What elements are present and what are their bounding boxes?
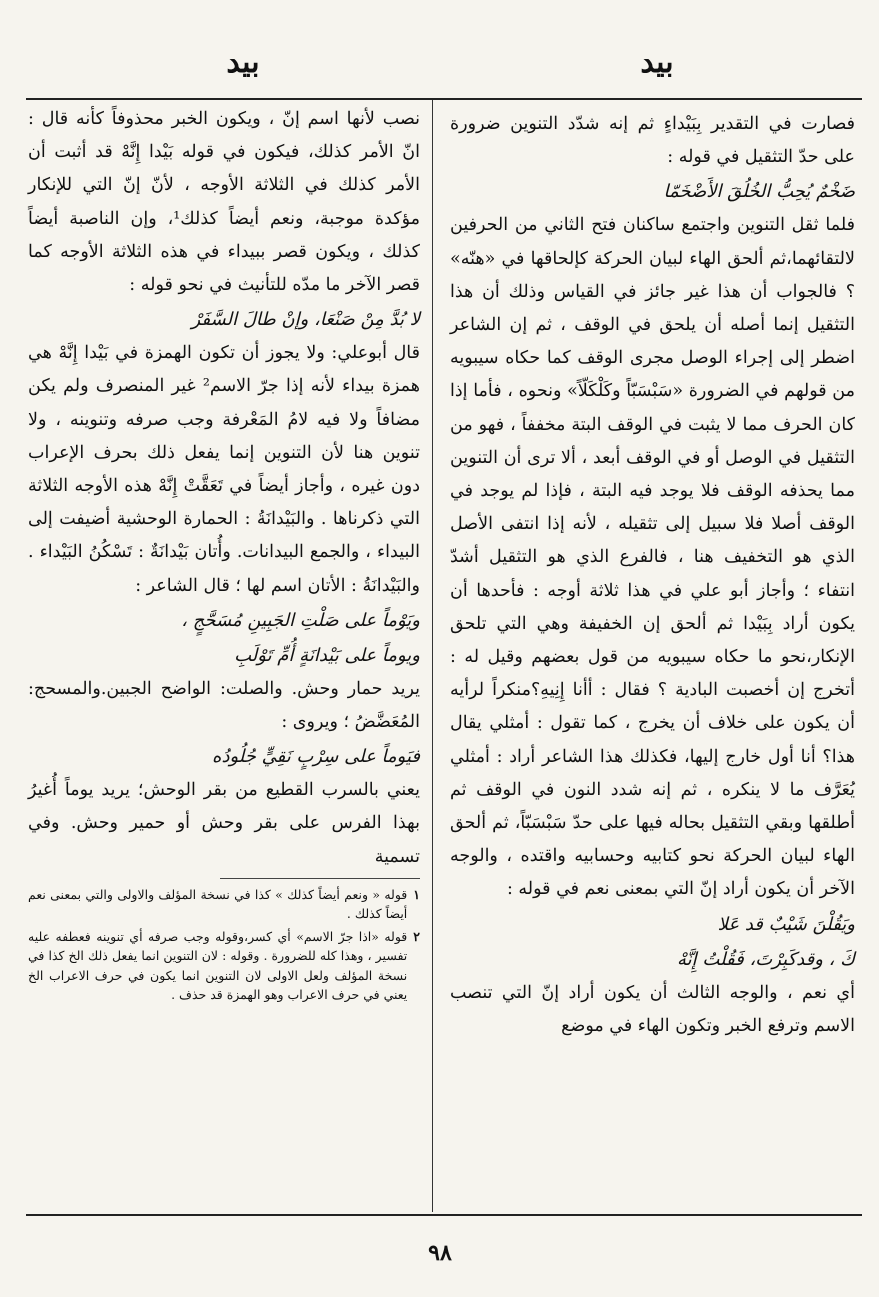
right-column: [450, 108, 855, 1043]
left-verse-3: فيَوماً على سِرْبٍ نَقِيٍّ جُلُودُه: [212, 746, 420, 768]
left-paragraph-3: يريد حمار وحش. والصلت: الواضح الجبين.والمسحج: المُعَضَّضُ ؛ ويروى :: [28, 678, 420, 733]
footnote-number: ١: [413, 886, 420, 902]
left-paragraph-2: قال أبوعلي: ولا يجوز أن تكون الهمزة في بَيْدا إِنَّهْ هي همزة بيداء لأنه إذا جرّ الاسم² غير المنصرف ولم يكن مضافاً ولا فيه لامُ المَعْرفة وجب صرفه وتنوينه ، ولا تنوين هنا لأن التنوين إنما يفعل ذلك بحرف الإعراب دون غيره ، وأجاز أيضاً في تَعَقَّتْ إِنَّهْ هذه الأوجه الثلاثة التي ذكرناها . والبَيْدانَةُ : الحمارة الوحشية أضيفت إلى البيداء ، والجمع البيدانات. وأُتان بَيْدانَةٌ : تَسْكُنُ البَيْداء . والبَيْدانَةُ : الأتان اسم لها ؛ قال الشاعر :: [28, 343, 420, 596]
page-number: ٩٨: [428, 1240, 452, 1266]
footnote-2: [28, 927, 420, 1005]
right-verse-1: ضَخْمٌ يُحِبُّ الخُلُقَ الأَضْخَمّا: [663, 181, 855, 203]
left-verse-2: [28, 603, 420, 673]
left-verse-2-line-2: ويوماً على بَيْدانَةٍ أُمِّ تَوْلَبِ: [234, 644, 420, 666]
header-rule: [26, 98, 862, 100]
footnote-1: [28, 885, 420, 924]
running-headword-left: بيد: [226, 45, 260, 80]
footnote-text: قوله «اذا جرّ الاسم» أي كسر،وقوله وجب صرفه أي تنوينه فعطفه عليه تفسير ، وهذا كله للضرورة . وقوله : لان التنوين انما يفعل ذلك الخ كذا في نسخة المؤلف ولعل الاولى لان التنوين انما يكون في حرف الاعراب الخ يعني في حرف الاعراب وهو الهمزة قد حذف .: [28, 928, 408, 1003]
right-verse-2: [450, 907, 855, 977]
right-paragraph-3: أي نعم ، والوجه الثالث أن يكون أراد إنّ التي تنصب الاسم وترفع الخبر وتكون الهاء في موضع: [450, 982, 855, 1036]
left-verse-1: لا بُدَّ مِنْ صَنْعَا، وإنْ طالَ السَّفَرْ: [191, 309, 420, 331]
right-paragraph-2: فلما ثقل التنوين واجتمع ساكنان فتح الثاني من الحرفين لالتقائهما،ثم ألحق الهاء لبيان الحركة كإلحاقها في «هنّه» ؟ فالجواب أن هذا غير جائز في القياس وذلك أن هذا التثقيل إنما أصله أن يلحق في الوقف ، ثم إن الشاعر اضطر إلى إجراء الوصل مجرى الوقف كما حكاه سيبويه من قولهم في الضرورة «سَبْسَبّاً وكَلْكَلّاً» ونحوه ، فأما إذا كان الحرف مما لا يثبت في الوقف البتة مخففاً ، فهو من التثقيل في الوصل أو في الوقف أبعد ، ألا ترى أن التنوين مما يحذفه الوقف فلا يوجد فيه البتة ، فإذا لم يوجد في الوقف أصلا فلا سبيل إلى تثقيله ، لأنه إذا انتفى الأصل الذي هو التخفيف هنا ، فالفرع الذي هو التثقيل أشدّ انتفاء ؛ وأجاز أبو علي في هذا ثلاثة أوجه : فأحدها أن يكون أراد بِبَيْدا ثم ألحق إن الخفيفة وهي التي تلحق الإنكار،نحو ما حكاه سيبويه من قول بعضهم وقيل له : أتخرج إن أخصبت البادية ؟ فقال : أأنا إِنِيهِ؟منكراً لرأيه أن يكون على خلاف أن يخرج ، كما تقول : أمثلي يقال هذا؟ أنا أول خارج إليها، فكذلك هذا الشاعر أراد : أمثلي يُعَرَّف ما لا ينكره ، ثم إنه شدد النون في الوقف ثم أطلقها وبقي التثقيل بحاله فيها على حدّ سَبْسَبّاً، ثم ألحق الهاء لبيان الحركة نحو كتابيه وحسابيه واقتده ، والوجه الآخر أن يكون أراد إنّ التي بمعنى نعم في قوله :: [450, 215, 855, 900]
footnote-rule: [220, 878, 420, 879]
running-headword-right: بيد: [640, 45, 674, 80]
right-verse-2-line-1: ويَقُلْنَ شَيْبٌ قد عَلا: [717, 913, 855, 935]
footnote-text: قوله « ونعم أيضاً كذلك » كذا في نسخة المؤلف والاولى والتي بمعنى نعم أيضاً كذلك .: [28, 886, 408, 922]
footnote-number: ٢: [413, 928, 420, 944]
left-verse-2-line-1: ويَوْماً على صَلْتِ الجَبِينِ مُسَحَّجٍ ،: [181, 609, 420, 631]
right-verse-2-line-2: كَ ، وقدكَبِرْتَ، فَقُلْتُ إِنَّهْ: [677, 948, 855, 970]
column-divider: [432, 100, 433, 1212]
footnotes: [28, 885, 420, 1005]
right-paragraph-1: فصارت في التقدير بِبَيْداءٍ ثم إنه شدّد التنوين ضرورة على حدّ التثقيل في قوله :: [450, 114, 855, 168]
footer-rule: [26, 1214, 862, 1216]
left-paragraph-4: يعني بالسرب القطيع من بقر الوحش؛ يريد يوماً أُغيرُ بهذا الفرس على بقر وحش أو حمير وحش. وفي تسمية: [28, 780, 420, 867]
left-paragraph-1: نصب لأنها اسم إنّ ، ويكون الخبر محذوفاً كأنه قال : انّ الأمر كذلك، فيكون في قوله بَيْدا إِنَّهْ قد أثبت أن الأمر كذلك في الثلاثة الأوجه ، لأنّ إنّ التي للإنكار مؤكدة موجبة، ونعم أيضاً كذلك¹، وإن الناصبة أيضاً كذلك ، ويكون قصر ببيداء في هذه الثلاثة الأوجه كما قصر الآخر ما مدّه للتأنيث في نحو قوله :: [28, 109, 420, 296]
left-column: [28, 103, 420, 1008]
